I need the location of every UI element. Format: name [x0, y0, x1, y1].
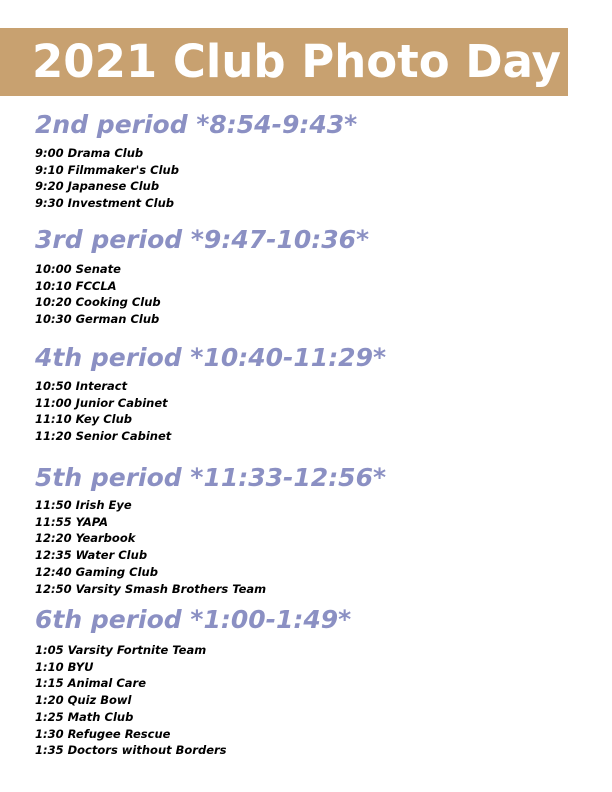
club-list — [35, 378, 386, 445]
club-slot: 10:00 Senate — [35, 262, 121, 276]
club-slot: 9:10 Filmmaker's Club — [35, 162, 179, 177]
club-slot: 11:55 YAPA — [35, 514, 109, 529]
club-slot: 11:00 Junior Cabinet — [35, 395, 168, 410]
period-section-5th — [35, 463, 386, 597]
period-heading: 4th period *10:40-11:29* — [35, 343, 387, 372]
club-list — [35, 642, 351, 759]
club-slot: 9:20 Japanese Club — [35, 179, 160, 194]
club-slot: 10:30 German Club — [35, 312, 160, 327]
club-slot: 12:40 Gaming Club — [35, 564, 158, 579]
club-slot: 1:35 Doctors without Borders — [35, 743, 227, 758]
club-slot: 11:10 Key Club — [35, 412, 132, 427]
club-slot: 10:10 FCCLA — [35, 278, 117, 293]
club-slot: 9:00 Drama Club — [35, 146, 144, 160]
period-section-4th — [35, 343, 386, 445]
club-list — [35, 497, 386, 597]
club-slot: 10:50 Interact — [35, 379, 128, 393]
club-slot: 10:20 Cooking Club — [35, 295, 161, 310]
club-slot: 1:15 Animal Care — [35, 676, 146, 691]
period-section-3rd — [35, 225, 369, 328]
title-banner — [0, 28, 568, 96]
club-slot: 12:35 Water Club — [35, 548, 148, 563]
club-slot: 1:10 BYU — [35, 659, 94, 674]
club-slot: 11:20 Senior Cabinet — [35, 429, 172, 444]
period-section-2nd — [35, 110, 357, 212]
club-list — [35, 261, 369, 328]
club-slot: 12:20 Yearbook — [35, 531, 136, 546]
period-heading: 2nd period *8:54-9:43* — [35, 110, 358, 139]
club-slot: 1:20 Quiz Bowl — [35, 693, 132, 708]
club-slot: 1:25 Math Club — [35, 709, 134, 724]
club-list — [35, 145, 357, 212]
club-slot: 1:30 Refugee Rescue — [35, 726, 171, 741]
page-title: 2021 Club Photo Day — [32, 35, 561, 88]
club-slot: 1:05 Varsity Fortnite Team — [35, 643, 207, 657]
period-section-6th — [35, 605, 351, 759]
period-heading: 5th period *11:33-12:56* — [35, 463, 387, 492]
period-heading: 3rd period *9:47-10:36* — [35, 225, 370, 254]
club-slot: 12:50 Varsity Smash Brothers Team — [35, 581, 267, 596]
club-slot: 11:50 Irish Eye — [35, 498, 132, 512]
period-heading: 6th period *1:00-1:49* — [35, 605, 352, 634]
club-slot: 9:30 Investment Club — [35, 196, 174, 211]
